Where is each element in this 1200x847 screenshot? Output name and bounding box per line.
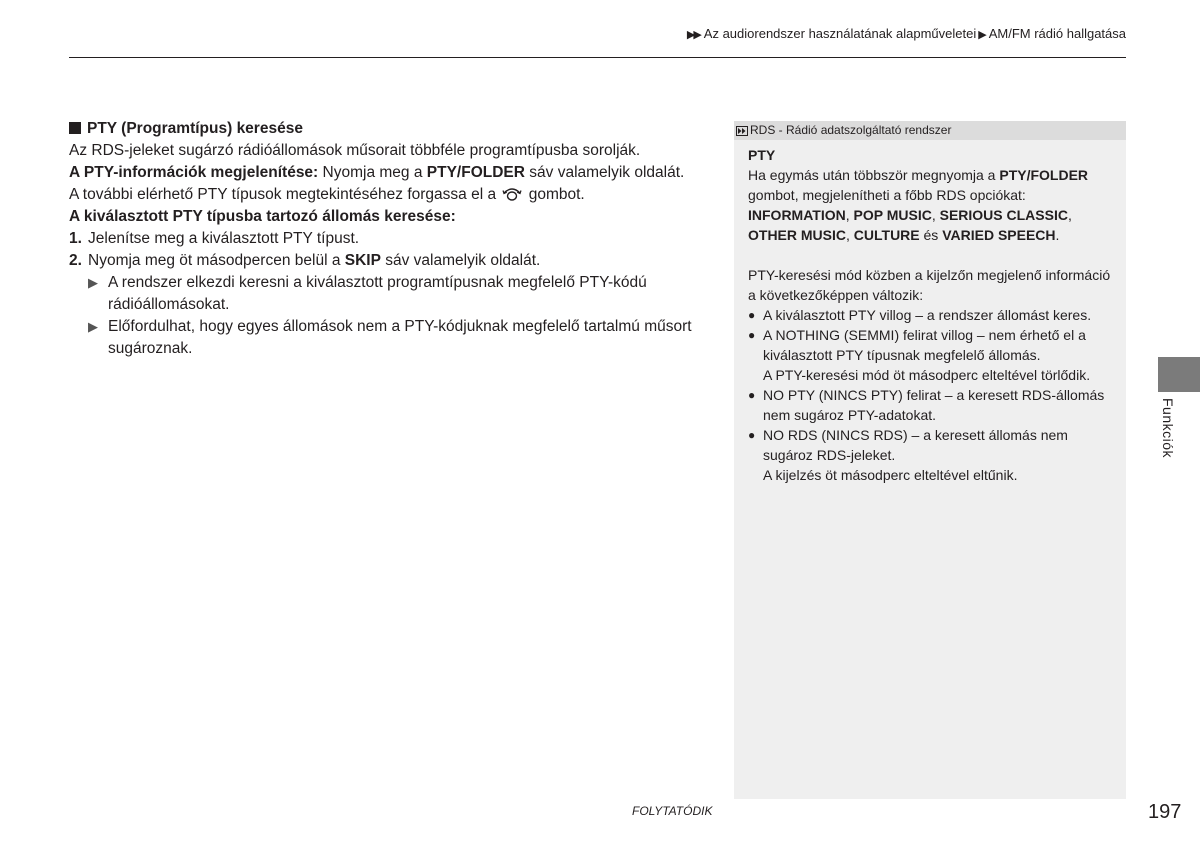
sidebar-heading: PTY xyxy=(748,147,776,163)
bullet-icon: ● xyxy=(748,308,756,322)
option-serious-classic: SERIOUS CLASSIC xyxy=(939,207,1068,223)
sidebar-title xyxy=(734,121,1126,140)
substep-text: A rendszer elkezdi keresni a kiválasztott programtípusnak megfelelő PTY-kódú rádióállomásokat. xyxy=(108,274,647,313)
square-bullet-icon xyxy=(69,122,81,134)
conjunction: és xyxy=(923,227,939,243)
list-item-text xyxy=(763,325,1112,385)
step2-text-2: sáv valamelyik oldalát. xyxy=(385,252,541,269)
display-text-1: Nyomja meg a xyxy=(322,164,423,181)
option-information: INFORMATION xyxy=(748,207,846,223)
intro-paragraph: Az RDS-jeleket sugárzó rádióállomások műsorait többféle programtípusba sorolják. xyxy=(69,142,641,159)
sidebar-body xyxy=(734,140,1126,485)
step-2 xyxy=(69,250,719,272)
chapter-tab-label: Funkciók xyxy=(1160,398,1176,459)
bullet-icon: ● xyxy=(748,388,756,402)
arrow-icon: ▶ xyxy=(978,29,987,41)
list-item-text: NO PTY (NINCS PTY) felirat – a keresett RDS-állomás nem sugároz PTY-adatokat. xyxy=(763,387,1105,423)
list-item-note: A kijelzés öt másodperc elteltével eltűnik. xyxy=(763,467,1018,483)
breadcrumb-page: AM/FM rádió hallgatása xyxy=(988,26,1126,41)
breadcrumb-section: Az audiorendszer használatának alapműveletei xyxy=(703,26,977,41)
list-item xyxy=(748,385,1112,425)
search-label: A kiválasztott PTY típusba tartozó állomás keresése: xyxy=(69,208,456,225)
list-item xyxy=(748,325,1112,385)
double-arrow-icon: ▶▶ xyxy=(686,29,700,41)
display-label: A PTY-információk megjelenítése: xyxy=(69,164,319,181)
para1-text-1: Ha egymás után többször megnyomja a xyxy=(748,167,996,183)
para1-text-2: gombot, megjelenítheti a főbb RDS opciókat: xyxy=(748,187,1026,203)
substep-2 xyxy=(69,316,719,360)
option-other-music: OTHER MUSIC xyxy=(748,227,846,243)
list-item-text: A kiválasztott PTY villog – a rendszer állomást keres. xyxy=(763,307,1092,323)
more-types-instruction xyxy=(69,184,719,206)
display-instruction xyxy=(69,162,719,184)
triangle-arrow-icon: ▶ xyxy=(88,275,98,290)
section-heading xyxy=(69,118,719,140)
skip-label: SKIP xyxy=(344,252,381,269)
pty-folder-label: PTY/FOLDER xyxy=(999,167,1089,183)
list-item-note: A PTY-keresési mód öt másodperc elteltével törlődik. xyxy=(763,367,1091,383)
step-text xyxy=(88,250,540,272)
bullet-icon: ● xyxy=(748,328,756,342)
display-text-2: sáv valamelyik oldalát. xyxy=(529,164,685,181)
step2-text-1: Nyomja meg öt másodpercen belül a xyxy=(88,252,341,269)
page-number: 197 xyxy=(1148,801,1182,823)
list-item xyxy=(748,305,1112,325)
sidebar-para-1: Ha egymás után többször megnyomja a PTY/FOLDER gombot, megjelenítheti a főbb RDS opciókat: INFORMATION, POP MUSIC, SERIOUS CLASSIC, OTHER MUSIC, CULTURE és VARIED SPEECH. xyxy=(748,167,1089,243)
chapter-tab-marker xyxy=(1158,357,1200,392)
step-1 xyxy=(69,228,719,250)
step-number: 1. xyxy=(69,230,82,247)
option-pop-music: POP MUSIC xyxy=(853,207,932,223)
list-item-text xyxy=(763,425,1112,485)
sidebar-para-2: PTY-keresési mód közben a kijelzőn megjelenő információ a következőképpen változik: xyxy=(748,267,1111,303)
substep-1 xyxy=(69,272,719,316)
list-item-main: A NOTHING (SEMMI) felirat villog – nem érhető el a kiválasztott PTY típusnak megfelelő állomás. xyxy=(763,327,1086,363)
list-item-main: NO RDS (NINCS RDS) – a keresett állomás nem sugároz RDS-jeleket. xyxy=(763,427,1068,463)
step-number: 2. xyxy=(69,252,82,269)
double-arrow-icon xyxy=(736,126,748,136)
section-heading-text: PTY (Programtípus) keresése xyxy=(87,120,303,137)
continued-label: FOLYTATÓDIK xyxy=(632,804,713,818)
main-content xyxy=(69,118,719,360)
more-text-1: A további elérhető PTY típusok megtekintéséhez forgassa el a xyxy=(69,186,497,203)
option-culture: CULTURE xyxy=(853,227,920,243)
triangle-arrow-icon: ▶ xyxy=(88,319,98,334)
breadcrumb xyxy=(687,26,1126,41)
pty-folder-label: PTY/FOLDER xyxy=(426,164,525,181)
info-sidebar xyxy=(734,121,1126,799)
bullet-icon: ● xyxy=(748,428,756,442)
list-item xyxy=(748,425,1112,485)
more-text-2: gombot. xyxy=(528,186,585,203)
header-divider xyxy=(69,57,1126,58)
substep-text: Előfordulhat, hogy egyes állomások nem a PTY-kódjuknak megfelelő tartalmú műsort sugároznak. xyxy=(108,318,692,357)
selector-knob-icon xyxy=(502,186,522,202)
option-varied-speech: VARIED SPEECH xyxy=(942,227,1056,243)
sidebar-title-text: RDS - Rádió adatszolgáltató rendszer xyxy=(750,123,952,137)
step-text: Jelenítse meg a kiválasztott PTY típust. xyxy=(88,230,360,247)
